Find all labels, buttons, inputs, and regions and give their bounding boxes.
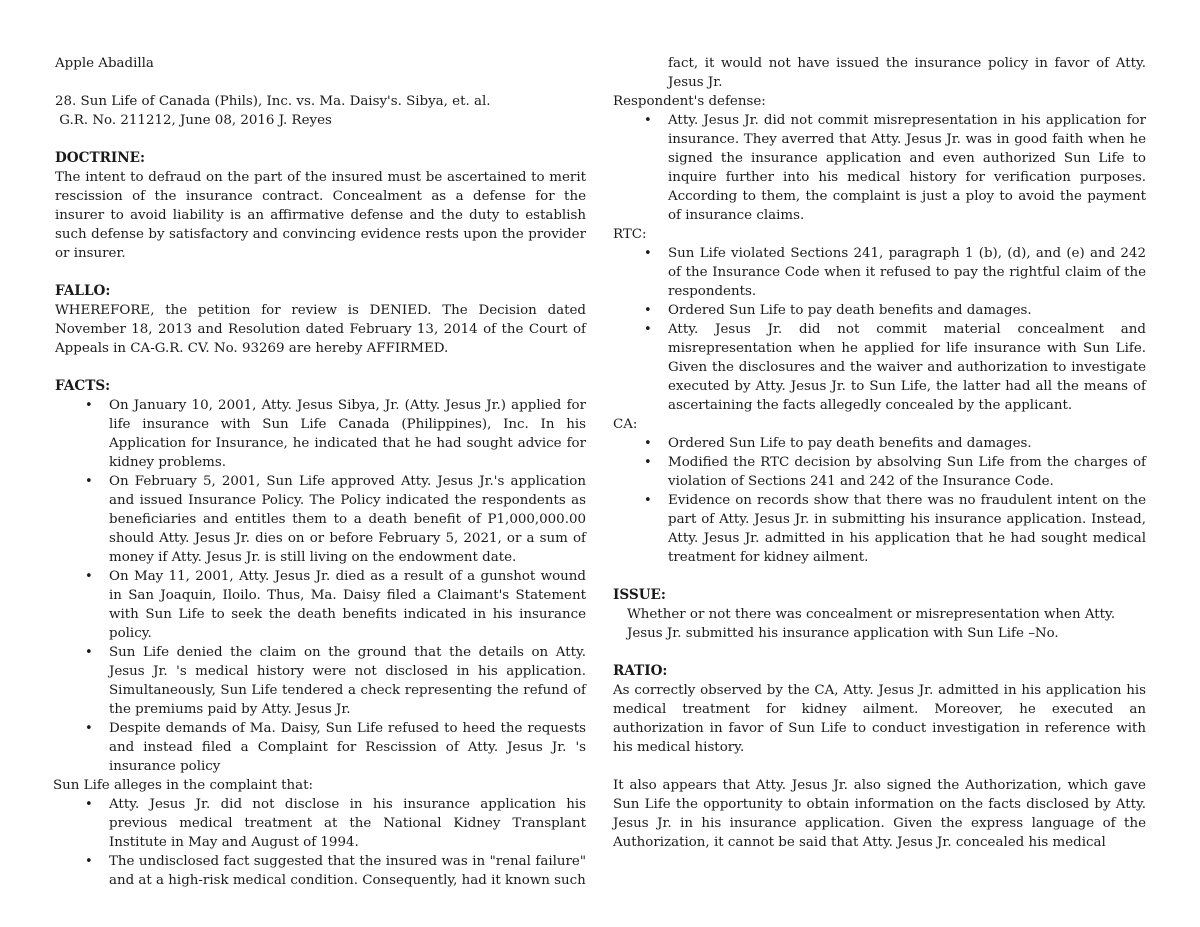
fallo-heading: FALLO: xyxy=(55,283,111,299)
left-column xyxy=(55,54,586,890)
facts-item: • On May 11, 2001, Atty. Jesus Jr. died as a result of a gunshot wound in San Joaquin, Iloilo. Thus, Ma. Daisy filed a Claimant's Statement with Sun Life to seek the death benefits indicated in his insurance policy. xyxy=(109,567,586,643)
allegation-item: • The undisclosed fact suggested that the insured was in "renal failure" and at a high-risk medical condition. Consequently, had it known such xyxy=(109,852,586,890)
ratio-paragraph: As correctly observed by the CA, Atty. Jesus Jr. admitted in his application his medical treatment for kidney ailment. Moreover, he executed an authorization in favor of Sun Life to conduct investigation in reference with his medical history. xyxy=(613,683,1146,755)
case-title: 28. Sun Life of Canada (Phils), Inc. vs. Ma. Daisy's. Sibya, et. al. xyxy=(55,94,491,109)
rtc-item: • Ordered Sun Life to pay death benefits and damages. xyxy=(668,301,1146,320)
respondent-defense-label: Respondent's defense: xyxy=(613,94,766,109)
facts-item: • On February 5, 2001, Sun Life approved Atty. Jesus Jr.'s application and issued Insurance Policy. The Policy indicated the respondents as beneficiaries and entitles them to a death benefit of P1,000,000.00 should Atty. Jesus Jr. dies on or before February 5, 2021, or a sum of money if Atty. Jesus Jr. is still living on the endowment date. xyxy=(109,472,586,567)
issue-text-line2: Jesus Jr. submitted his insurance application with Sun Life –No. xyxy=(627,626,1059,641)
author-name: Apple Abadilla xyxy=(55,56,154,71)
ca-list xyxy=(613,434,1146,567)
allegation-item: • Atty. Jesus Jr. did not disclose in his insurance application his previous medical treatment at the National Kidney Transplant Institute in May and August of 1994. xyxy=(109,795,586,852)
ca-item: • Evidence on records show that there was no fraudulent intent on the part of Atty. Jesus Jr. in submitting his insurance application. Instead, Atty. Jesus Jr. admitted in his application that he had sought medical treatment for kidney ailment. xyxy=(668,491,1146,567)
issue-heading: ISSUE: xyxy=(613,587,666,603)
rtc-item: • Atty. Jesus Jr. did not commit material concealment and misrepresentation when he applied for life insurance with Sun Life. Given the disclosures and the waiver and authorization to investigate executed by Atty. Jesus Jr. to Sun Life, the latter had all the means of ascertaining the facts allegedly concealed by the applicant. xyxy=(668,320,1146,415)
allegation-continued: fact, it would not have issued the insurance policy in favor of Atty. Jesus Jr. xyxy=(668,56,1146,90)
allegations-list xyxy=(55,795,586,890)
facts-item: • Despite demands of Ma. Daisy, Sun Life refused to heed the requests and instead filed a Complaint for Rescission of Atty. Jesus Jr. 's insurance policy xyxy=(109,719,586,776)
ca-item: • Ordered Sun Life to pay death benefits and damages. xyxy=(668,434,1146,453)
rtc-list xyxy=(613,244,1146,415)
ratio-paragraph: It also appears that Atty. Jesus Jr. also signed the Authorization, which gave Sun Life the opportunity to obtain information on the facts disclosed by Atty. Jesus Jr. in his insurance application. Given the express language of the Authorization, it cannot be said that Atty. Jesus Jr. concealed his medical xyxy=(613,778,1146,850)
facts-heading: FACTS: xyxy=(55,378,111,394)
facts-item: • On January 10, 2001, Atty. Jesus Sibya, Jr. (Atty. Jesus Jr.) applied for life insurance with Sun Life Canada (Philippines), Inc. In his Application for Insurance, he indicated that he had sought advice for kidney problems. xyxy=(109,396,586,472)
rtc-item: • Sun Life violated Sections 241, paragraph 1 (b), (d), and (e) and 242 of the Insurance Code when it refused to pay the rightful claim of the respondents. xyxy=(668,244,1146,301)
respondent-defense-list xyxy=(613,111,1146,225)
facts-list xyxy=(55,396,586,776)
rtc-label: RTC: xyxy=(613,227,647,242)
doctrine-text: The intent to defraud on the part of the insured must be ascertained to merit rescission of the insurance contract. Concealment as a defense for the insurer to avoid liability is an affirmative defense and the duty to establish such defense by satisfactory and convincing evidence rests upon the provider or insurer. xyxy=(55,170,586,261)
allegation-intro: Sun Life alleges in the complaint that: xyxy=(53,778,313,793)
facts-item: • Sun Life denied the claim on the ground that the details on Atty. Jesus Jr. 's medical history were not disclosed in his application. Simultaneously, Sun Life tendered a check representing the refund of the premiums paid by Atty. Jesus Jr. xyxy=(109,643,586,719)
respondent-defense-item: • Atty. Jesus Jr. did not commit misrepresentation in his application for insurance. They averred that Atty. Jesus Jr. was in good faith when he signed the insurance application and even authorized Sun Life to inquire further into his medical history for verification purposes. According to them, the complaint is just a ploy to avoid the payment of insurance claims. xyxy=(668,111,1146,225)
doctrine-heading: DOCTRINE: xyxy=(55,150,146,166)
issue-text-line1: Whether or not there was concealment or misrepresentation when Atty. xyxy=(627,607,1116,622)
ca-label: CA: xyxy=(613,417,638,432)
right-column xyxy=(613,54,1146,852)
case-citation: G.R. No. 211212, June 08, 2016 J. Reyes xyxy=(55,113,332,128)
fallo-text: WHEREFORE, the petition for review is DENIED. The Decision dated November 18, 2013 and Resolution dated February 13, 2014 of the Court of Appeals in CA-G.R. CV. No. 93269 are hereby AFFIRMED. xyxy=(55,303,586,356)
ca-item: • Modified the RTC decision by absolving Sun Life from the charges of violation of Sections 241 and 242 of the Insurance Code. xyxy=(668,453,1146,491)
ratio-heading: RATIO: xyxy=(613,663,668,679)
